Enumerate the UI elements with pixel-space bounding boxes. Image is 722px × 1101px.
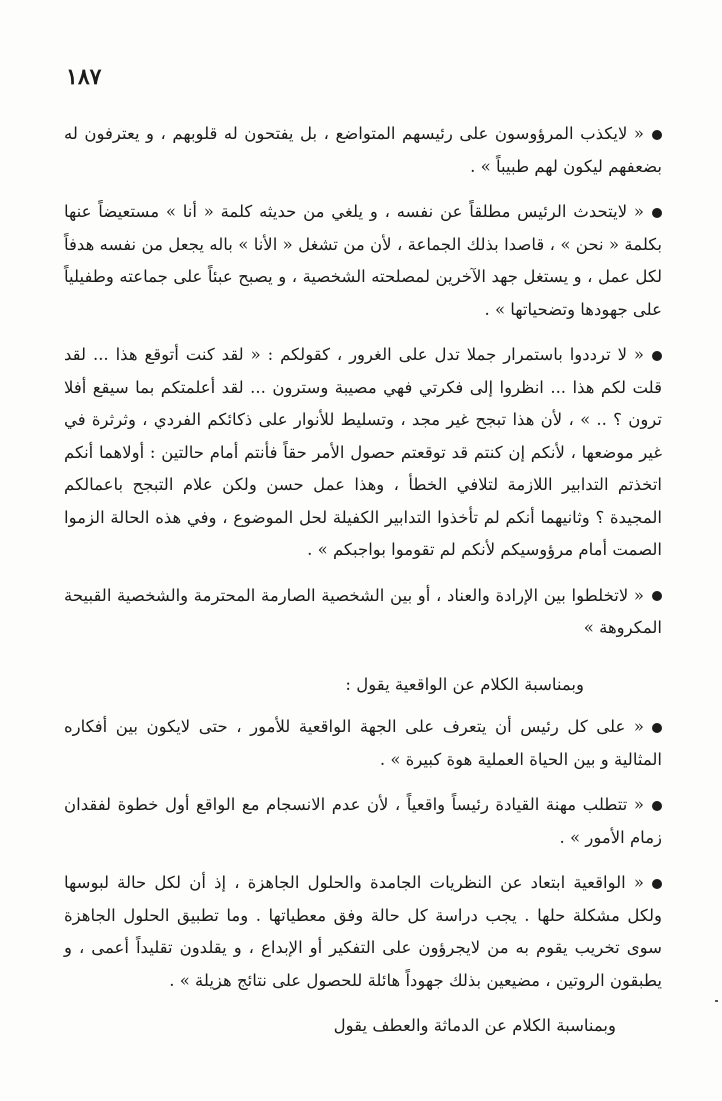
- section-intro: وبمناسبة الكلام عن الدماثة والعطف يقول: [333, 1016, 616, 1035]
- list-item-text: « على كل رئيس أن يتعرف على الجهة الواقعية للأمور ، حتى لايكون بين أفكاره المثالية و بين الحياة العملية هوة كبيرة » .: [64, 717, 662, 769]
- list-item: [64, 711, 662, 776]
- list-item-text: « لايكذب المرؤوسون على رئيسهم المتواضع ، بل يفتحون له قلوبهم ، و يعترفون له بضعفهم ليكون لهم طبيباً » .: [64, 124, 662, 176]
- list-item: [64, 580, 662, 645]
- list-item: [64, 867, 662, 997]
- list-item-text: « لاتخلطوا بين الإرادة والعناد ، أو بين الشخصية الصارمة المحترمة والشخصية القبيحة المكروهة »: [64, 585, 662, 637]
- list-item-text: « الواقعية ابتعاد عن النظريات الجامدة والحلول الجاهزة ، إذ أن لكل حالة لبوسها ولكل مشكلة حلها . يجب دراسة كل حالة وفق معطياتها . وما تطبيق الحلول الجاهزة سوى تخريب يقوم به من لايجرؤون على التفكير أو الإبداع ، و يقلدون تقليداً أعمى ، و يطبقون الروتين ، مضيعين بذلك جهوداً هائلة للحصول على نتائج هزيلة » .: [64, 873, 662, 990]
- list-item-text: « تتطلب مهنة القيادة رئيساً واقعياً ، لأن عدم الانسجام مع الواقع أول خطوة لفقدان زمام الأمور » .: [64, 795, 662, 847]
- bullet-icon: [652, 723, 662, 733]
- list-item: [64, 118, 662, 183]
- list-item-text: « لايتحدث الرئيس مطلقاً عن نفسه ، و يلغي من حديثه كلمة « أنا » مستعيضاً عنها بكلمة « نحن » ، قاصدا بذلك الجماعة ، لأن من تشغل « الأنا » باله يجعل من نفسه هدفاً لكل عمل ، و يستغل جهد الآخرين لمصلحته الشخصية ، و يصبح عبئاً على جماعته وطفيلياً على جهودها وتضحياتها » .: [64, 202, 662, 319]
- list-item: [64, 196, 662, 326]
- bullet-icon: [652, 879, 662, 889]
- list-item-text: « لا ترددوا باستمرار جملا تدل على الغرور ، كقولكم : « لقد كنت أتوقع هذا ... لقد قلت لكم هذا ... انظروا إلى فكرتي فهي مصيبة وسترون ... لقد أعلمتكم بما سيقع أفلا ترون ؟ .. » ، لأن هذا تبجح غير مجد ، وتسليط للأنوار على ذكائكم الفردي ، وثرثرة في غير موضعها ، لأنكم إن كنتم قد توقعتم حصول الأمر حقاً فأنتم أمام حالتين : أولاهما أنكم اتخذتم التدابير اللازمة لتلافي الخطأ ، وهذا عمل حسن ولكن علام التبجح باعمالكم المجيدة ؟ وثانيهما أنكم لم تأخذوا التدابير الكفيلة لحل الموضوع ، وفي هذه الحالة الزموا الصمت أمام مرؤوسيكم لأنكم لم تقوموا بواجبكم » .: [64, 345, 662, 559]
- bullet-icon: [652, 130, 662, 140]
- section-intro: وبمناسبة الكلام عن الواقعية يقول :: [345, 674, 584, 694]
- list-item: [64, 339, 662, 567]
- scan-mark: [715, 1000, 718, 1002]
- page-body: [64, 118, 662, 1053]
- list-item: [64, 789, 662, 854]
- bullet-icon: [652, 208, 662, 218]
- bullet-icon: [652, 591, 662, 601]
- bullet-icon: [652, 801, 662, 811]
- bullet-icon: [652, 351, 662, 361]
- page-number: ١٨٧: [66, 64, 102, 90]
